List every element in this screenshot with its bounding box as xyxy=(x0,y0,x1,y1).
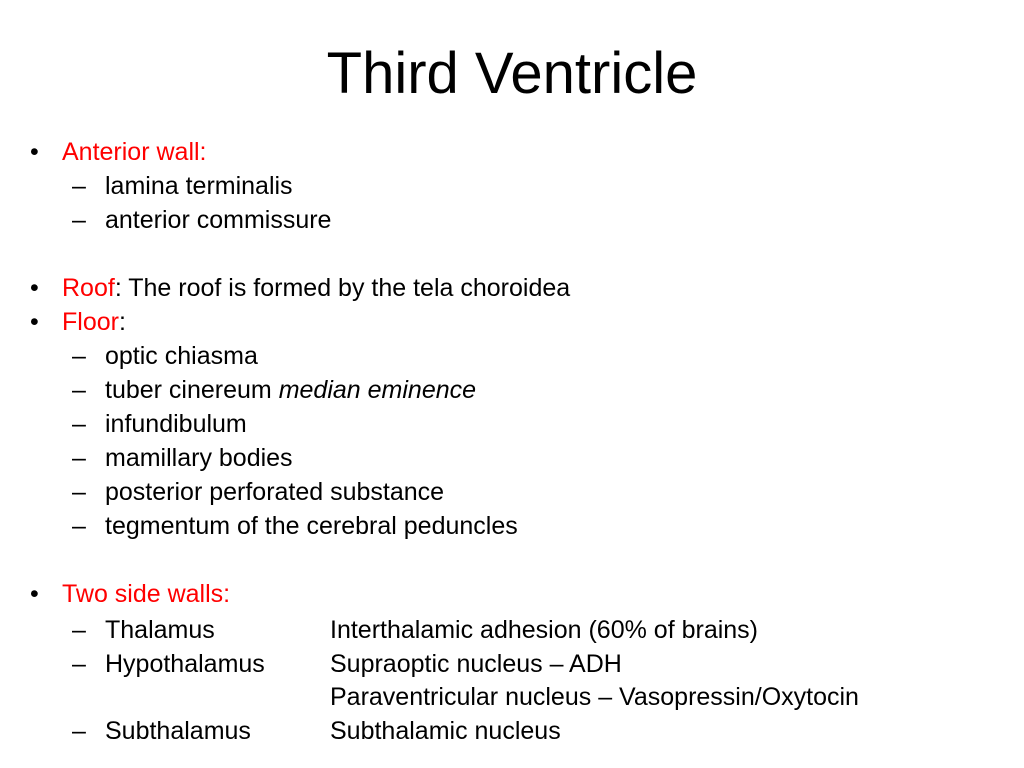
side-wall-name: Thalamus xyxy=(105,616,215,644)
roof-text: : The roof is formed by the tela choroidea xyxy=(114,274,571,302)
floor-item-text: optic chiasma xyxy=(105,342,258,370)
floor-item-text: posterior perforated substance xyxy=(105,478,445,506)
dash-icon: – xyxy=(72,376,86,404)
anterior-wall-label: Anterior wall: xyxy=(62,138,207,166)
bullet-icon: • xyxy=(30,308,39,336)
dash-icon: – xyxy=(72,616,86,644)
side-walls-label: Two side walls: xyxy=(62,580,231,608)
floor-item-text xyxy=(105,374,476,406)
dash-icon: – xyxy=(72,206,86,234)
floor-suffix: : xyxy=(118,308,126,336)
floor-line xyxy=(62,306,126,338)
side-wall-name: Hypothalamus xyxy=(105,650,265,678)
roof-label: Roof xyxy=(62,274,115,302)
dash-icon: – xyxy=(72,342,86,370)
side-wall-detail: Subthalamic nucleus xyxy=(330,717,561,745)
dash-icon: – xyxy=(72,512,86,540)
dash-icon: – xyxy=(72,478,86,506)
anterior-item-text: lamina terminalis xyxy=(105,172,293,200)
slide-title: Third Ventricle xyxy=(326,41,698,106)
bullet-icon: • xyxy=(30,274,39,302)
dash-icon: – xyxy=(72,717,86,745)
dash-icon: – xyxy=(72,172,86,200)
side-wall-name: Subthalamus xyxy=(105,717,251,745)
side-wall-detail: Paraventricular nucleus – Vasopressin/Oxytocin xyxy=(330,683,859,711)
floor-item-text: tegmentum of the cerebral peduncles xyxy=(105,512,518,540)
floor-label: Floor xyxy=(62,308,119,336)
anterior-item-text: anterior commissure xyxy=(105,206,332,234)
dash-icon: – xyxy=(72,410,86,438)
bullet-icon: • xyxy=(30,138,39,166)
dash-icon: – xyxy=(72,444,86,472)
bullet-icon: • xyxy=(30,580,39,608)
floor-item-text: infundibulum xyxy=(105,410,247,438)
side-wall-detail: Interthalamic adhesion (60% of brains) xyxy=(330,616,759,644)
tuber-text: tuber cinereum xyxy=(105,376,279,404)
side-wall-detail: Supraoptic nucleus – ADH xyxy=(330,650,622,678)
tuber-italic-text: median eminence xyxy=(278,376,477,404)
dash-icon: – xyxy=(72,650,86,678)
floor-item-text: mamillary bodies xyxy=(105,444,293,472)
roof-line xyxy=(62,272,570,304)
